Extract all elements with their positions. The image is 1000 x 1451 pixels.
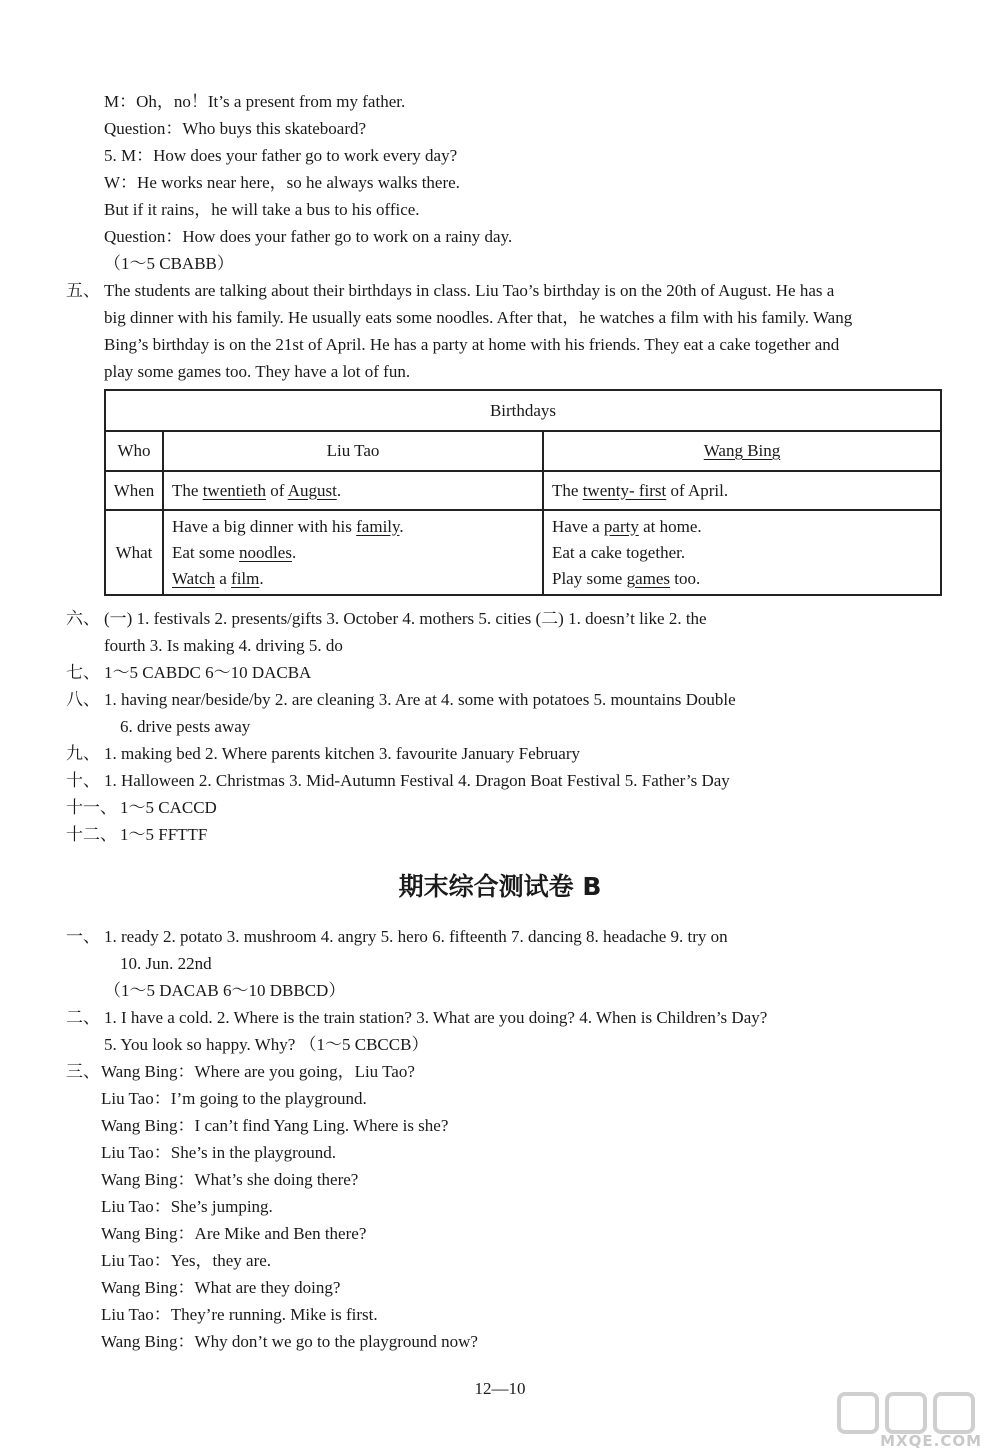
dialogue-line: Liu Tao：Yes，they are. <box>101 1251 272 1270</box>
column-wang-bing <box>543 431 941 471</box>
cell-liu-what: Have a big dinner with his family. Eat some noodles. Watch a film. <box>163 510 543 595</box>
section-label-8: 八、 <box>66 690 100 709</box>
answer-line: （1～5 DACAB 6～10 DBBCD） <box>104 981 346 1000</box>
answer-line: fourth 3. Is making 4. driving 5. do <box>104 636 343 655</box>
cell-wang-when: The twenty- first of April. <box>543 471 941 510</box>
section-label-5: 五、 <box>66 281 100 300</box>
dialogue-line: Wang Bing：What’s she doing there? <box>101 1170 359 1189</box>
dialogue-line: 5. M：How does your father go to work every day? <box>104 146 458 165</box>
section-label-b3: 三、 <box>66 1062 100 1081</box>
column-liu-tao: Liu Tao <box>163 431 543 471</box>
cell-liu-when: The twentieth of August. <box>163 471 543 510</box>
dialogue-line: M：Oh，no！It’s a present from my father. <box>104 92 406 111</box>
row-header-who: Who <box>105 431 163 471</box>
dialogue-line: Liu Tao：They’re running. Mike is first. <box>101 1305 378 1324</box>
answer-line: 1～5 CABDC 6～10 DACBA <box>104 663 312 682</box>
passage-line: big dinner with his family. He usually eats some noodles. After that，he watches a film with his family. Wang <box>104 308 853 327</box>
table-caption: Birthdays <box>105 390 941 431</box>
section-label-6: 六、 <box>66 609 100 628</box>
answer-line: 10. Jun. 22nd <box>120 954 212 973</box>
passage-line: play some games too. They have a lot of fun. <box>104 362 411 381</box>
answer-line: 1. having near/beside/by 2. are cleaning 3. Are at 4. some with potatoes 5. mountains Double <box>104 690 736 709</box>
answer-line: (一) 1. festivals 2. presents/gifts 3. October 4. mothers 5. cities (二) 1. doesn’t like 2. the <box>104 609 707 628</box>
section-label-b2: 二、 <box>66 1008 100 1027</box>
test-paper-title: 期末综合测试卷 B <box>398 872 602 901</box>
dialogue-line: But if it rains，he will take a bus to his office. <box>104 200 420 219</box>
dialogue-line: Question：Who buys this skateboard? <box>104 119 367 138</box>
answer-line: 1. I have a cold. 2. Where is the train station? 3. What are you doing? 4. When is Children’s Day? <box>104 1008 768 1027</box>
answer-key-line: （1～5 CBABB） <box>104 254 234 273</box>
dialogue-line: Question：How does your father go to work on a rainy day. <box>104 227 513 246</box>
answer-line: 6. drive pests away <box>120 717 251 736</box>
dialogue-line: Liu Tao：She’s jumping. <box>101 1197 273 1216</box>
section-label-11: 十一、 <box>66 798 117 817</box>
dialogue-line: Wang Bing：I can’t find Yang Ling. Where is she? <box>101 1116 449 1135</box>
section-label-10: 十、 <box>66 771 100 790</box>
answer-line: 1. making bed 2. Where parents kitchen 3. favourite January February <box>104 744 580 763</box>
dialogue-line: Wang Bing：Why don’t we go to the playground now? <box>101 1332 478 1351</box>
row-header-what: What <box>105 510 163 595</box>
answer-line: 1. ready 2. potato 3. mushroom 4. angry 5. hero 6. fifteenth 7. dancing 8. headache 9. try on <box>104 927 728 946</box>
section-label-9: 九、 <box>66 744 100 763</box>
passage-line: The students are talking about their birthdays in class. Liu Tao’s birthday is on the 20th of August. He has a <box>104 281 835 300</box>
dialogue-line: Wang Bing：Where are you going，Liu Tao? <box>101 1062 415 1081</box>
row-header-when: When <box>105 471 163 510</box>
answer-line: 1～5 CACCD <box>120 798 217 817</box>
section-label-7: 七、 <box>66 663 100 682</box>
dialogue-line: Wang Bing：What are they doing? <box>101 1278 341 1297</box>
section-label-12: 十二、 <box>66 825 117 844</box>
birthdays-table <box>104 389 942 596</box>
dialogue-line: Liu Tao：I’m going to the playground. <box>101 1089 367 1108</box>
dialogue-line: Wang Bing：Are Mike and Ben there? <box>101 1224 367 1243</box>
cell-wang-what: Have a party at home. Eat a cake together. Play some games too. <box>543 510 941 595</box>
watermark-text: MXQE.COM <box>880 1432 982 1450</box>
column-wang-bing-label: Wang Bing <box>703 441 781 460</box>
passage-line: Bing’s birthday is on the 21st of April. He has a party at home with his friends. They eat a cake together and <box>104 335 840 354</box>
page-number: 12—10 <box>474 1379 526 1398</box>
dialogue-line: W：He works near here，so he always walks there. <box>104 173 460 192</box>
section-label-b1: 一、 <box>66 927 100 946</box>
answer-line: 5. You look so happy. Why? （1～5 CBCCB） <box>104 1035 429 1054</box>
answer-line: 1～5 FFTTF <box>120 825 208 844</box>
dialogue-line: Liu Tao：She’s in the playground. <box>101 1143 337 1162</box>
answer-line: 1. Halloween 2. Christmas 3. Mid-Autumn Festival 4. Dragon Boat Festival 5. Father’s Day <box>104 771 730 790</box>
